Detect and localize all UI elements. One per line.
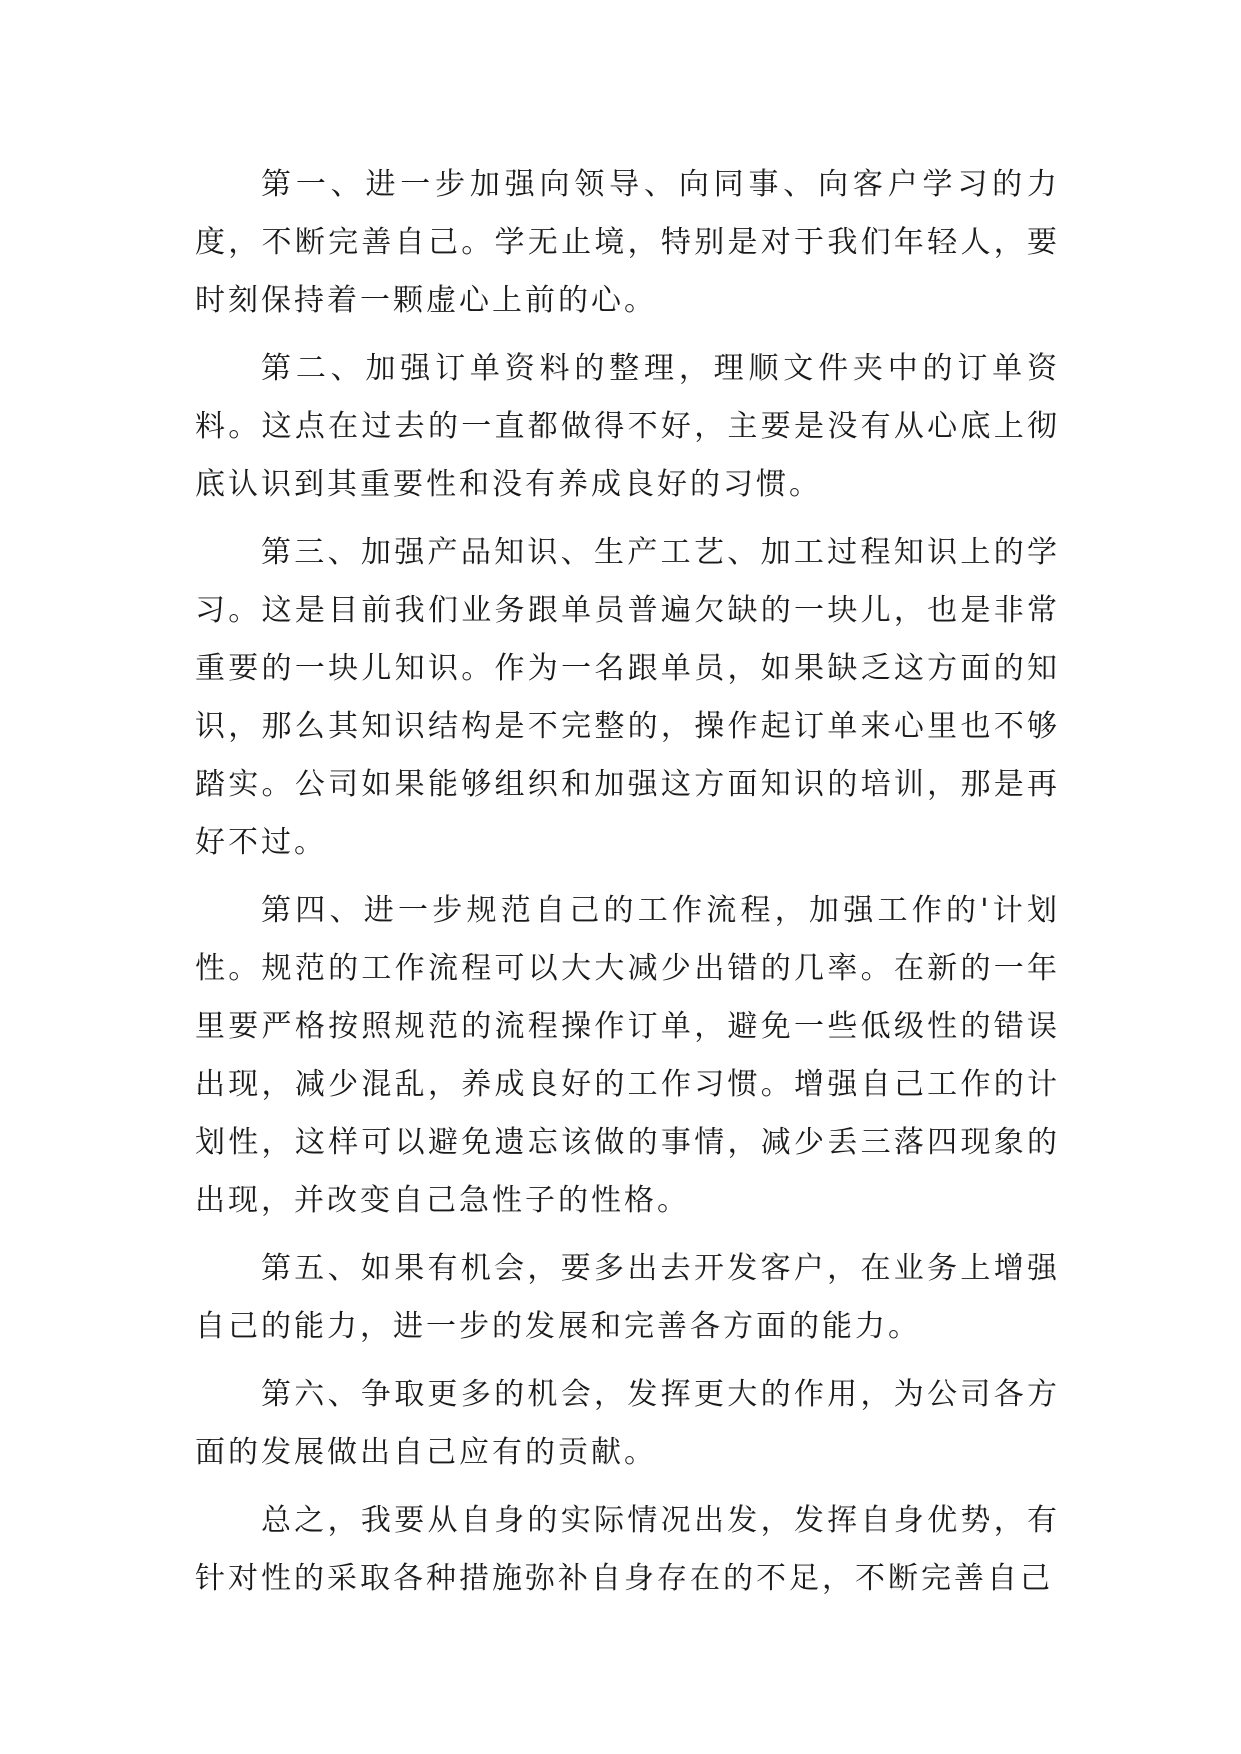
paragraph-2: 第二、加强订单资料的整理，理顺文件夹中的订单资料。这点在过去的一直都做得不好，主要是没有从心底上彻底认识到其重要性和没有养成良好的习惯。	[195, 351, 1060, 502]
paragraph-1: 第一、进一步加强向领导、向同事、向客户学习的力度，不断完善自己。学无止境，特别是对于我们年轻人，要时刻保持着一颗虚心上前的心。	[195, 167, 1060, 318]
paragraph-5: 第五、如果有机会，要多出去开发客户，在业务上增强自己的能力，进一步的发展和完善各方面的能力。	[195, 1251, 1060, 1344]
paragraph-6: 第六、争取更多的机会，发挥更大的作用，为公司各方面的发展做出自己应有的贡献。	[195, 1377, 1060, 1470]
document-body	[195, 156, 1060, 1618]
paragraph-7: 总之，我要从自身的实际情况出发，发挥自身优势，有针对性的采取各种措施弥补自身存在的不足，不断完善自己	[195, 1503, 1060, 1596]
paragraph-4: 第四、进一步规范自己的工作流程，加强工作的'计划性。规范的工作流程可以大大减少出错的几率。在新的一年里要严格按照规范的流程操作订单，避免一些低级性的错误出现，减少混乱，养成良好的工作习惯。增强自己工作的计划性，这样可以避免遗忘该做的事情，减少丢三落四现象的出现，并改变自己急性子的性格。	[195, 893, 1060, 1218]
paragraph-3: 第三、加强产品知识、生产工艺、加工过程知识上的学习。这是目前我们业务跟单员普遍欠缺的一块儿，也是非常重要的一块儿知识。作为一名跟单员，如果缺乏这方面的知识，那么其知识结构是不完整的，操作起订单来心里也不够踏实。公司如果能够组织和加强这方面知识的培训，那是再好不过。	[195, 535, 1060, 860]
